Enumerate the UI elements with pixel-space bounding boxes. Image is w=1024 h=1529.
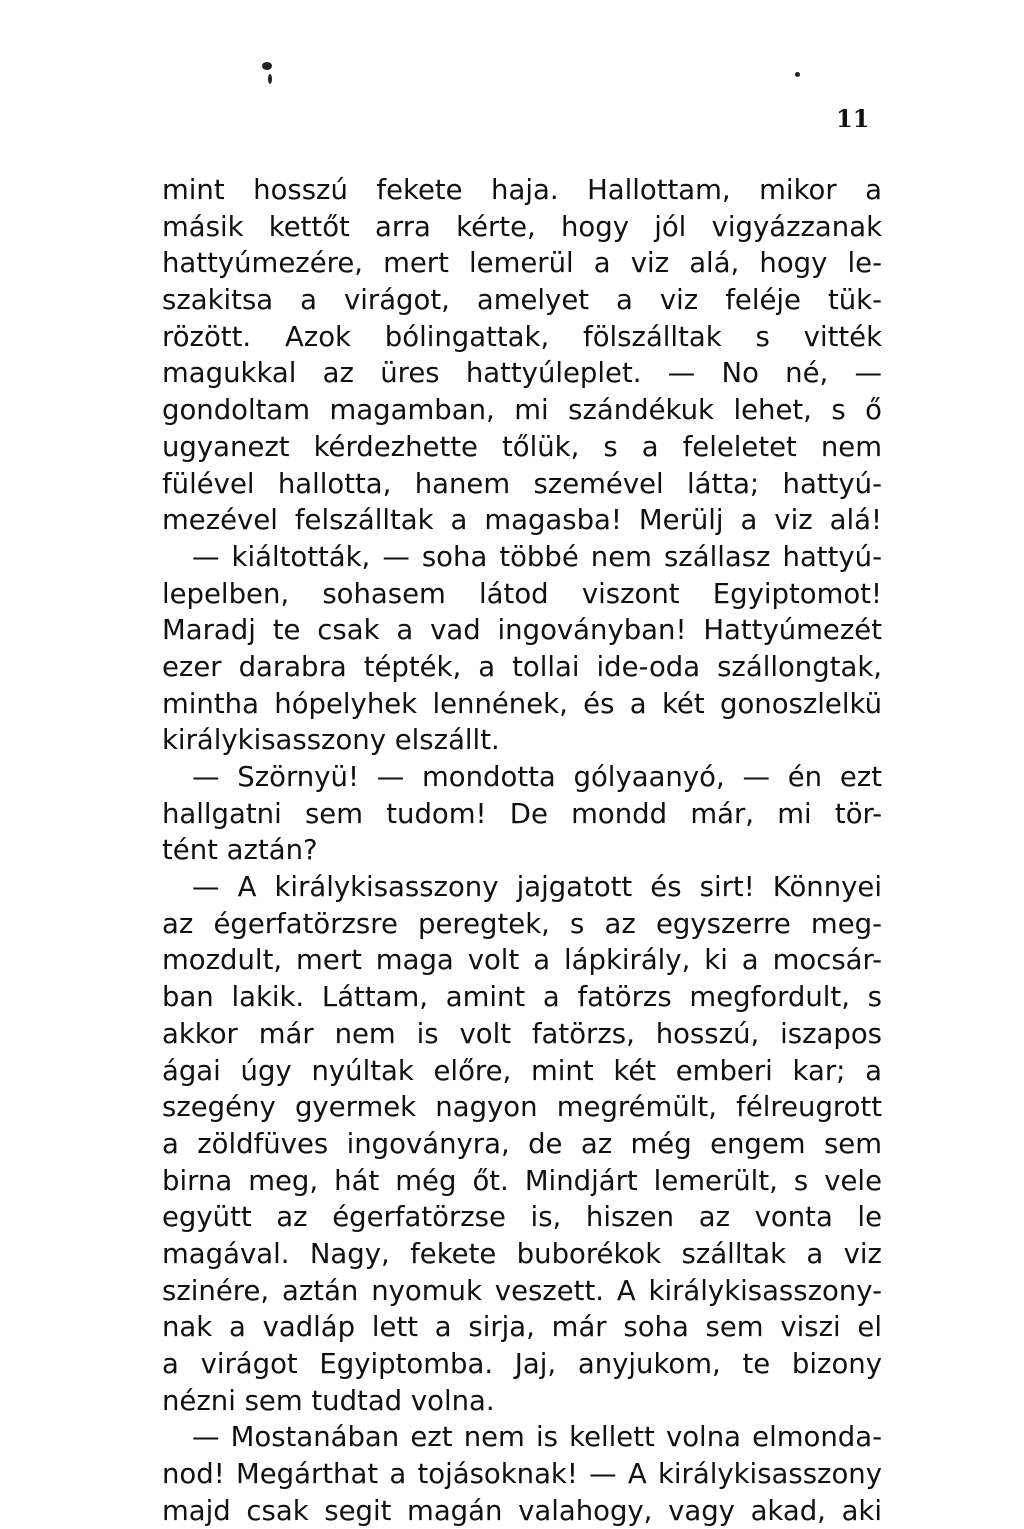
text-line: gondoltam magamban, mi szándékuk lehet, s ő <box>162 394 882 427</box>
text-line: rözött. Azok bólingattak, fölszálltak s vitték <box>162 320 882 353</box>
text-line: hallgatni sem tudom! De mondd már, mi tör- <box>162 797 882 830</box>
text-line: nézni sem tudtad volna. <box>162 1384 495 1417</box>
text-line: birna meg, hát még őt. Mindjárt lemerült, s vele <box>162 1164 882 1197</box>
text-line: másik kettőt arra kérte, hogy jól vigyázzanak <box>162 210 882 243</box>
text-line: magukkal az üres hattyúleplet. — No né, — <box>162 357 882 390</box>
text-line: lepelben, sohasem látod viszont Egyiptomot! <box>162 577 882 610</box>
text-line: — Szörnyü! — mondotta gólyaanyó, — én ezt <box>192 761 882 793</box>
text-line: szinére, aztán nyomuk veszett. A királykisasszony- <box>162 1274 882 1307</box>
text-line: a zöldfüves ingoványra, de az még engem sem <box>162 1127 882 1160</box>
text-line: majd csak segit magán valahogy, vagy akad, aki <box>162 1494 882 1527</box>
text-line: ezer darabra tépték, a tollai ide-oda szállongtak, <box>162 650 882 683</box>
text-line: akkor már nem is volt fatörzs, hosszú, iszapos <box>162 1017 882 1050</box>
text-line: együtt az égerfatörzse is, hiszen az vonta le <box>162 1201 882 1234</box>
text-line: királykisasszony elszállt. <box>162 724 500 757</box>
text-line: nak a vadláp lett a sirja, már soha sem viszi el <box>162 1311 882 1344</box>
text-line: tént aztán? <box>162 834 318 867</box>
print-speck <box>795 72 800 77</box>
text-line: szegény gyermek nagyon megrémült, félreugrott <box>162 1091 882 1124</box>
text-line: — Mostanában ezt nem is kellett volna elmonda- <box>192 1421 882 1454</box>
body-text <box>162 172 882 1529</box>
print-speck <box>262 62 272 70</box>
text-line: — kiáltották, — soha többé nem szállasz hattyú- <box>192 540 882 573</box>
text-line: mint hosszú fekete haja. Hallottam, mikor a <box>162 174 882 206</box>
text-line: ugyanezt kérdezhette tőlük, s a feleletet nem <box>162 430 882 463</box>
text-line: fülével hallotta, hanem szemével látta; hattyú- <box>162 467 882 500</box>
text-line: magával. Nagy, fekete buborékok szálltak a viz <box>162 1237 882 1270</box>
text-line: Maradj te csak a vad ingoványban! Hattyúmezét <box>162 614 882 647</box>
text-line: szakitsa a virágot, amelyet a viz feléje tük- <box>162 284 882 317</box>
text-line: a virágot Egyiptomba. Jaj, anyjukom, te bizony <box>162 1348 882 1380</box>
page-number: 11 <box>836 104 870 133</box>
text-line: mezével felszálltak a magasba! Merülj a viz alá! <box>162 504 882 537</box>
text-line: ágai úgy nyúltak előre, mint két emberi kar; a <box>162 1054 882 1087</box>
text-line: — A királykisasszony jajgatott és sirt! Könnyei <box>192 871 882 904</box>
text-line: nod! Megárthat a tojásoknak! — A királykisasszony <box>162 1458 882 1491</box>
text-line: mintha hópelyhek lennének, és a két gonoszlelkü <box>162 687 882 720</box>
text-line: az égerfatörzsre peregtek, s az egyszerre meg- <box>162 907 882 940</box>
text-line: mozdult, mert maga volt a lápkirály, ki a mocsár- <box>162 944 882 977</box>
print-speck <box>268 74 272 84</box>
text-line: hattyúmezére, mert lemerül a viz alá, hogy le- <box>162 247 882 280</box>
text-line: ban lakik. Láttam, amint a fatörzs megfordult, s <box>162 981 882 1014</box>
